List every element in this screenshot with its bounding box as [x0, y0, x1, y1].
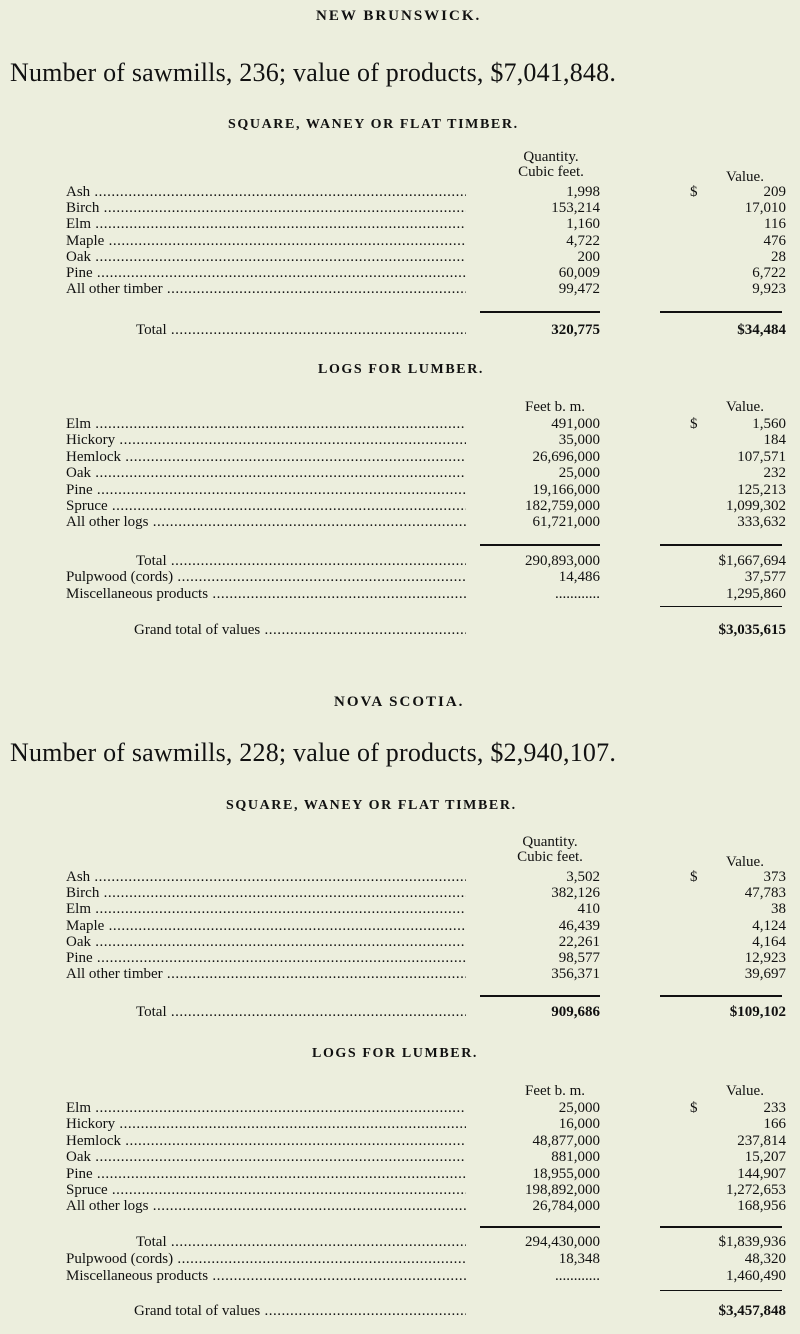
value-header: Value. [726, 169, 764, 185]
row-label: All other timber ..... [66, 281, 466, 297]
total-rule [480, 995, 600, 997]
row-quantity: 26,784,000 [532, 1198, 600, 1215]
row-value [646, 885, 786, 901]
row-quantity: 48,877,000 [532, 1132, 600, 1149]
province-title: NOVA SCOTIA. [334, 694, 465, 710]
row-value [646, 200, 786, 216]
row-value-text: 28 [771, 248, 786, 265]
table-row [66, 966, 786, 982]
row-label: Oak ..... [66, 465, 466, 481]
row-quantity: ............ [555, 586, 600, 602]
table-row [66, 498, 786, 514]
row-quantity: 410 [577, 901, 600, 918]
row-quantity: 491,000 [551, 416, 600, 432]
row-value-text: 38 [771, 901, 786, 918]
section-heading-logs: LOGS FOR LUMBER. [312, 1046, 479, 1061]
row-quantity: 3,502 [566, 869, 600, 885]
row-value-text: 184 [763, 432, 786, 449]
table-row [66, 918, 786, 934]
row-label: Elm ..... [66, 1100, 466, 1116]
table-row [66, 184, 786, 200]
row-quantity: 19,166,000 [532, 481, 600, 498]
value-header: Value. [726, 1083, 764, 1099]
grand-total-rule [660, 1290, 782, 1291]
section-heading-timber: SQUARE, WANEY OR FLAT TIMBER. [228, 117, 519, 132]
row-value [646, 1149, 786, 1165]
grand-total-row [66, 622, 786, 638]
row-value [646, 1198, 786, 1214]
table-row [66, 482, 786, 498]
row-value [646, 465, 786, 481]
row-quantity: 18,348 [558, 1251, 600, 1267]
row-value: 1,295,860 [726, 586, 786, 602]
row-value [646, 498, 786, 514]
value-header: Value. [726, 399, 764, 415]
row-quantity: 1,160 [566, 216, 600, 233]
row-label: Total ..... [136, 1234, 466, 1250]
total-rule [660, 544, 782, 546]
row-value-text: 1,560 [752, 416, 786, 432]
row-label: All other logs ..... [66, 1198, 466, 1214]
table-row [66, 432, 786, 448]
pulpwood-row [66, 569, 786, 585]
row-label: Miscellaneous products ..... [66, 586, 466, 602]
row-value [646, 265, 786, 281]
row-value-text: 47,783 [744, 885, 786, 902]
row-value-text: 333,632 [737, 514, 786, 531]
row-label: Oak ..... [66, 1149, 466, 1165]
row-quantity: 35,000 [558, 432, 600, 449]
row-value-text: 17,010 [744, 200, 786, 217]
row-value-text: 232 [763, 465, 786, 482]
row-value [646, 233, 786, 249]
row-value-text: 4,164 [752, 933, 786, 950]
row-quantity: 98,577 [558, 950, 600, 966]
row-quantity: ............ [555, 1268, 600, 1284]
row-quantity: 22,261 [558, 933, 600, 950]
province-title: NEW BRUNSWICK. [316, 8, 482, 24]
table-row [66, 233, 786, 249]
row-value [646, 184, 786, 200]
timber-total-row [66, 1004, 786, 1022]
row-quantity: 25,000 [558, 465, 600, 482]
row-value-text: 12,923 [744, 950, 786, 966]
row-quantity: 1,998 [566, 184, 600, 200]
row-label: Elm ..... [66, 216, 466, 232]
row-label: Ash ..... [66, 184, 466, 200]
row-label: Elm ..... [66, 901, 466, 917]
row-label: Oak ..... [66, 249, 466, 265]
row-value-text: 125,213 [737, 481, 786, 498]
row-label: Oak ..... [66, 934, 466, 950]
row-label: Pine ..... [66, 950, 466, 966]
row-value-text: 237,814 [737, 1132, 786, 1149]
row-label: Elm ..... [66, 416, 466, 432]
row-label: Total ..... [136, 553, 466, 569]
row-quantity: 200 [577, 248, 600, 265]
row-quantity: 382,126 [551, 885, 600, 902]
row-value [646, 1116, 786, 1132]
total-rule [480, 1226, 600, 1228]
table-row [66, 1149, 786, 1165]
row-value-text: 476 [763, 232, 786, 249]
row-value [646, 482, 786, 498]
row-value [646, 281, 786, 297]
row-label: All other timber ..... [66, 966, 466, 982]
row-value-text: 107,571 [737, 448, 786, 465]
table-row [66, 514, 786, 530]
total-rule [480, 544, 600, 546]
row-value [646, 1182, 786, 1198]
total-rule [660, 995, 782, 997]
row-quantity: 60,009 [558, 265, 600, 281]
row-quantity: 198,892,000 [525, 1182, 600, 1198]
misc-row [66, 586, 786, 602]
row-label: Pine ..... [66, 1166, 466, 1182]
row-label: Maple ..... [66, 918, 466, 934]
row-value-text: 4,124 [752, 917, 786, 934]
total-rule [660, 1226, 782, 1228]
total-rule [660, 311, 782, 313]
table-row [66, 901, 786, 917]
row-label: Pulpwood (cords) ..... [66, 569, 466, 585]
row-value-text: 9,923 [752, 281, 786, 298]
row-label: All other logs ..... [66, 514, 466, 530]
row-value: $3,457,848 [718, 1303, 786, 1319]
logs-total-row [66, 1234, 786, 1252]
row-label: Birch ..... [66, 885, 466, 901]
row-value-text: 373 [763, 869, 786, 885]
row-value [646, 416, 786, 432]
row-label: Pulpwood (cords) ..... [66, 1251, 466, 1267]
table-row [66, 950, 786, 966]
row-value [646, 449, 786, 465]
row-label: Miscellaneous products ..... [66, 1268, 466, 1284]
row-quantity: 881,000 [551, 1149, 600, 1166]
row-quantity: 46,439 [558, 917, 600, 934]
table-row [66, 1116, 786, 1132]
row-label: Hickory ..... [66, 432, 466, 448]
table-row [66, 265, 786, 281]
row-label: Pine ..... [66, 265, 466, 281]
row-value-text: 168,956 [737, 1198, 786, 1215]
table-row [66, 200, 786, 216]
row-quantity: 4,722 [566, 232, 600, 249]
row-value [646, 1133, 786, 1149]
row-label: Total ..... [136, 1004, 466, 1020]
row-value-text: 166 [763, 1116, 786, 1133]
row-label: Ash ..... [66, 869, 466, 885]
row-value-text: 233 [763, 1100, 786, 1116]
row-quantity: 356,371 [551, 966, 600, 983]
row-value [646, 249, 786, 265]
table-row [66, 281, 786, 297]
row-label: Spruce ..... [66, 498, 466, 514]
row-value: 1,460,490 [726, 1268, 786, 1284]
row-label: Grand total of values ..... [134, 622, 466, 638]
row-quantity: 25,000 [558, 1100, 600, 1116]
quantity-header: Feet b. m. [525, 1083, 585, 1099]
row-value [646, 869, 786, 885]
row-label: Birch ..... [66, 200, 466, 216]
row-quantity: 320,775 [551, 322, 600, 338]
row-value [646, 216, 786, 232]
table-row [66, 934, 786, 950]
summary-line: Number of sawmills, 228; value of products, $2,940,107. [10, 738, 617, 767]
quantity-header: Feet b. m. [525, 399, 585, 415]
row-quantity: 99,472 [558, 281, 600, 298]
row-value-text: 1,099,302 [726, 498, 786, 514]
table-row [66, 216, 786, 232]
row-value: $1,839,936 [718, 1234, 786, 1250]
row-value-text: 209 [763, 184, 786, 200]
grand-total-row [66, 1303, 786, 1319]
row-quantity: 909,686 [551, 1004, 600, 1020]
dollar-sign: $ [690, 416, 698, 432]
row-value [646, 950, 786, 966]
row-quantity: 14,486 [558, 569, 600, 585]
misc-row [66, 1268, 786, 1284]
table-row [66, 1182, 786, 1198]
row-label: Hemlock ..... [66, 1133, 466, 1149]
row-label: Spruce ..... [66, 1182, 466, 1198]
dollar-sign: $ [690, 1100, 698, 1116]
quantity-header: Quantity. Cubic feet. [517, 834, 583, 865]
table-row [66, 885, 786, 901]
total-rule [480, 311, 600, 313]
section-heading-timber: SQUARE, WANEY OR FLAT TIMBER. [226, 798, 517, 813]
row-label: Pine ..... [66, 482, 466, 498]
row-value: $1,667,694 [718, 553, 786, 569]
table-row [66, 869, 786, 885]
row-label: Hickory ..... [66, 1116, 466, 1132]
table-row [66, 1100, 786, 1116]
row-quantity: 61,721,000 [532, 514, 600, 531]
row-value [646, 901, 786, 917]
row-value: $3,035,615 [718, 622, 786, 638]
row-quantity: 18,955,000 [532, 1165, 600, 1182]
table-row [66, 249, 786, 265]
pulpwood-row [66, 1251, 786, 1267]
row-label: Total ..... [136, 322, 466, 338]
section-heading-logs: LOGS FOR LUMBER. [318, 362, 485, 377]
table-row [66, 1166, 786, 1182]
row-value [646, 934, 786, 950]
row-value-text: 1,272,653 [726, 1182, 786, 1198]
table-row [66, 1198, 786, 1214]
row-value [646, 1100, 786, 1116]
row-quantity: 16,000 [558, 1116, 600, 1133]
row-value [646, 918, 786, 934]
value-header: Value. [726, 854, 764, 870]
row-value: 48,320 [744, 1251, 786, 1267]
row-label: Maple ..... [66, 233, 466, 249]
row-quantity: 153,214 [551, 200, 600, 217]
table-row [66, 465, 786, 481]
row-value [646, 514, 786, 530]
row-label: Hemlock ..... [66, 449, 466, 465]
row-value-text: 144,907 [737, 1165, 786, 1182]
row-label: Grand total of values ..... [134, 1303, 466, 1319]
row-value-text: 116 [764, 216, 786, 233]
row-value-text: 6,722 [752, 265, 786, 281]
row-quantity: 294,430,000 [525, 1234, 600, 1250]
table-row [66, 1133, 786, 1149]
row-value-text: 15,207 [744, 1149, 786, 1166]
timber-total-row [66, 322, 786, 340]
summary-line: Number of sawmills, 236; value of products, $7,041,848. [10, 58, 617, 87]
grand-total-rule [660, 606, 782, 607]
row-value: $109,102 [729, 1004, 786, 1020]
table-row [66, 416, 786, 432]
row-value [646, 432, 786, 448]
row-value [646, 1166, 786, 1182]
row-quantity: 26,696,000 [532, 448, 600, 465]
table-row [66, 449, 786, 465]
row-value [646, 966, 786, 982]
row-quantity: 290,893,000 [525, 553, 600, 569]
dollar-sign: $ [690, 184, 698, 200]
row-value: 37,577 [744, 569, 786, 585]
row-quantity: 182,759,000 [525, 498, 600, 514]
dollar-sign: $ [690, 869, 698, 885]
quantity-header: Quantity. Cubic feet. [518, 149, 584, 180]
row-value: $34,484 [737, 322, 786, 338]
row-value-text: 39,697 [744, 966, 786, 983]
